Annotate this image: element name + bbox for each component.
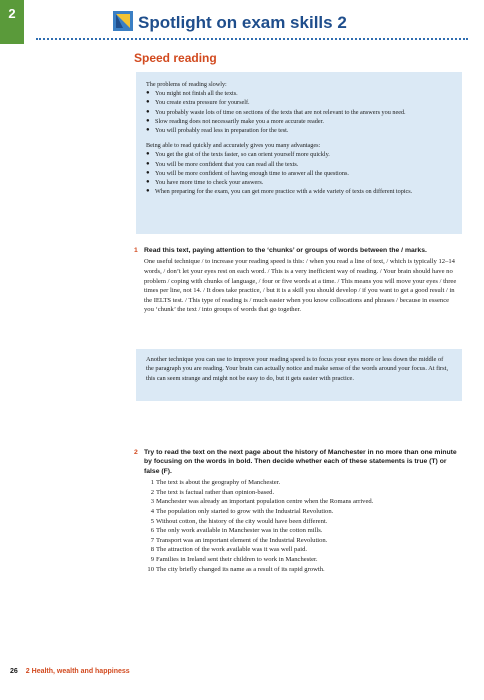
list-item: ● You create extra pressure for yourself.: [146, 99, 250, 107]
list-item: ● When preparing for the exam, you can get more practice with a wide variety of texts on different topics.: [146, 188, 413, 196]
statement-item: 3 Manchester was already an important population centre when the Romans arrived.: [150, 498, 374, 506]
advantages-intro: Being able to read quickly and accurately gives you many advantages:: [146, 142, 321, 150]
list-item: ● You probably waste lots of time on sections of the texts that are not relevant to the answers you need.: [146, 108, 406, 116]
spotlight-flag-icon: [113, 11, 133, 31]
bullet-icon: ●: [146, 90, 150, 97]
page-number: 26: [10, 668, 18, 675]
statement-item: 7 Transport was an important element of the Industrial Revolution.: [150, 536, 328, 544]
task-1-number: 1: [134, 247, 138, 254]
task-1-text: One useful technique / to increase your reading speed is this: / when you read a line of text, / which is typically 12–14 words, / don’t let your eyes rest on each word. / This is a very inefficient way of reading. / Your brain should have no problem / coping with chunks of language, / four or five words at a time. / This means you will move your eyes / three times per line, not 14. / It does take practice, / but it is a skill you should develop / if you want to get a good result / in the IELTS test. / This type of reading is / much easier when you know collocations and phrases / because in essence you ‘chunk’ the text / into groups of words that go together.: [144, 258, 457, 314]
section-heading: Speed reading: [134, 51, 217, 65]
task-2: [134, 448, 460, 574]
statement-item: 6 The only work available in Manchester was in the cotton mills.: [150, 527, 323, 535]
page-footer: [10, 668, 130, 675]
unit-number: 2: [8, 6, 16, 21]
statement-item: 8 The attraction of the work available was it was well paid.: [150, 546, 308, 554]
list-item: ● You will be more confident that you can read all the texts.: [146, 160, 299, 168]
bullet-icon: ●: [146, 188, 150, 195]
list-item: ● You will be more confident of having enough time to answer all the questions.: [146, 169, 349, 177]
title-divider: [36, 38, 468, 40]
statement-item: 4 The population only started to grow with the Industrial Revolution.: [150, 508, 334, 515]
chapter-title: 2 Health, wealth and happiness: [25, 668, 130, 675]
statements-list: [134, 478, 460, 574]
list-item: ● You will probably read less in preparation for the test.: [146, 127, 289, 135]
statement-item: 1 The text is about the geography of Manchester.: [150, 479, 281, 487]
bullet-icon: ●: [146, 108, 150, 115]
technique-text: Another technique you can use to improve your reading speed is to focus your eyes more or less down the middle of the paragraph you are reading. Your brain can actually notice and make sense of the words around your focus. At first, this can seem strange and might not be easy to do, but it gets easier with practice.: [146, 356, 449, 382]
task-1-instruction: 1 Read this text, paying attention to the ‘chunks’ or groups of words between the / marks.: [134, 247, 427, 254]
task-2-instruction: 2 Try to read the text on the next page about the history of Manchester in no more than one minute by focusing on the words in bold. Then decide whether each of these statements is true (T) or false (F).: [134, 449, 457, 475]
list-item: ● You have more time to check your answers.: [146, 179, 264, 187]
problems-list: [146, 89, 452, 135]
page-title: Spotlight on exam skills 2: [138, 13, 347, 32]
technique-box: [136, 349, 462, 401]
task-2-number: 2: [134, 449, 138, 456]
task-1: [134, 246, 460, 315]
bullet-icon: ●: [146, 179, 150, 186]
statement-item: 10 The city briefly changed its name as a result of its rapid growth.: [147, 565, 325, 573]
advantages-list: [146, 150, 452, 196]
statement-item: 2 The text is factual rather than opinion-based.: [150, 488, 275, 496]
bullet-icon: ●: [146, 151, 150, 158]
list-item: ● You might not finish all the texts.: [146, 90, 238, 98]
bullet-icon: ●: [146, 169, 150, 176]
list-item: ● You get the gist of the texts faster, so can orient yourself more quickly.: [146, 151, 330, 159]
bullet-icon: ●: [146, 99, 150, 106]
bullet-icon: ●: [146, 127, 150, 134]
statement-item: 9 Families in Ireland sent their children to work in Manchester.: [150, 555, 318, 563]
tips-box: [136, 72, 462, 234]
bullet-icon: ●: [146, 160, 150, 167]
unit-tab: [0, 0, 24, 44]
statement-item: 5 Without cotton, the history of the city would have been different.: [150, 517, 328, 525]
list-item: ● Slow reading does not necessarily make you a more accurate reader.: [146, 117, 324, 125]
problems-intro: The problems of reading slowly:: [146, 81, 227, 88]
bullet-icon: ●: [146, 117, 150, 124]
